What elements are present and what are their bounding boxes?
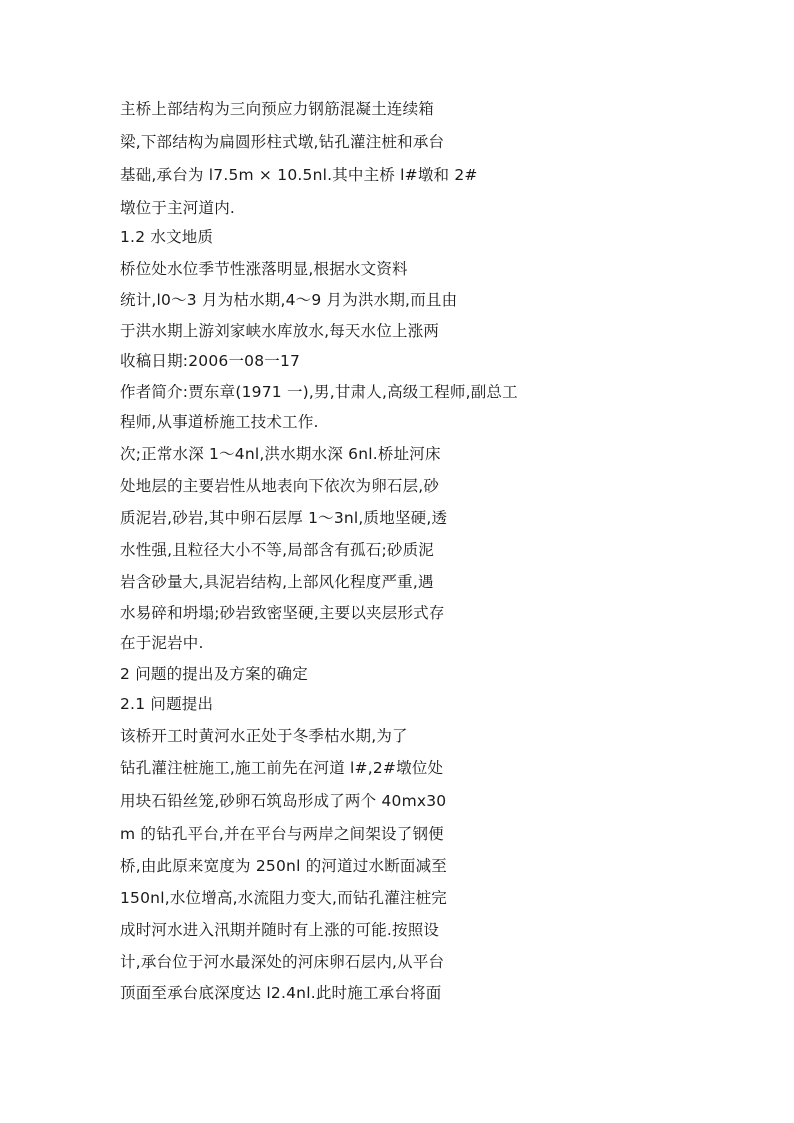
body-text-line: 用块石铅丝笼,砂卵石筑岛形成了两个 40mx30 [120, 792, 447, 810]
body-text-line: 于洪水期上游刘家峡水库放水,每天水位上涨两 [120, 322, 440, 340]
section-heading: 1.2 水文地质 [120, 228, 214, 246]
body-text-line: 桥,由此原来宽度为 250nl 的河道过水断面减至 [120, 857, 447, 875]
body-text-line: 岩含砂量大,具泥岩结构,上部风化程度严重,遇 [120, 573, 434, 591]
body-text-line: 顶面至承台底深度达 l2.4nl.此时施工承台将面 [120, 984, 442, 1002]
body-text-line: 在于泥岩中. [120, 634, 204, 652]
body-text-line: 梁,下部结构为扁圆形柱式墩,钻孔灌注桩和承台 [120, 133, 445, 151]
body-text-line: m 的钻孔平台,并在平台与两岸之间架设了钢便 [120, 825, 444, 843]
body-text-line: 计,承台位于河水最深处的河床卵石层内,从平台 [120, 953, 445, 971]
body-text-line: 桥位处水位季节性涨落明显,根据水文资料 [120, 260, 408, 278]
author-bio-line: 作者简介:贾东章(1971 一),男,甘肃人,高级工程师,副总工 [120, 383, 518, 401]
body-text-line: 150nl,水位增高,水流阻力变大,而钻孔灌注桩完 [120, 889, 447, 907]
section-heading: 2 问题的提出及方案的确定 [120, 665, 308, 683]
body-text-line: 水易碎和坍塌;砂岩致密坚硬,主要以夹层形式存 [120, 604, 445, 622]
body-text-line: 水性强,且粒径大小不等,局部含有孤石;砂质泥 [120, 541, 434, 559]
subsection-heading: 2.1 问题提出 [120, 695, 214, 713]
received-date: 收稿日期:2006一08一17 [120, 352, 301, 370]
body-text-line: 质泥岩,砂岩,其中卵石层厚 1～3nl,质地坚硬,透 [120, 509, 448, 527]
body-text-line: 墩位于主河道内. [120, 199, 236, 217]
body-text-line: 该桥开工时黄河水正处于冬季枯水期,为了 [120, 727, 408, 745]
body-text-line: 钻孔灌注桩施工,施工前先在河道 l#,2#墩位处 [120, 759, 444, 777]
body-text-line: 基础,承台为 l7.5m × 10.5nl.其中主桥 l#墩和 2# [120, 166, 478, 184]
body-text-line: 主桥上部结构为三向预应力钢筋混凝土连续箱 [120, 100, 435, 118]
body-text-line: 统计,l0～3 月为枯水期,4～9 月为洪水期,而且由 [120, 291, 458, 309]
body-text-line: 成时河水进入汛期并随时有上涨的可能.按照设 [120, 921, 440, 939]
author-bio-line: 程师,从事道桥施工技术工作. [120, 413, 319, 431]
body-text-line: 处地层的主要岩性从地表向下依次为卵石层,砂 [120, 477, 440, 495]
body-text-line: 次;正常水深 1～4nl,洪水期水深 6nl.桥址河床 [120, 445, 441, 463]
